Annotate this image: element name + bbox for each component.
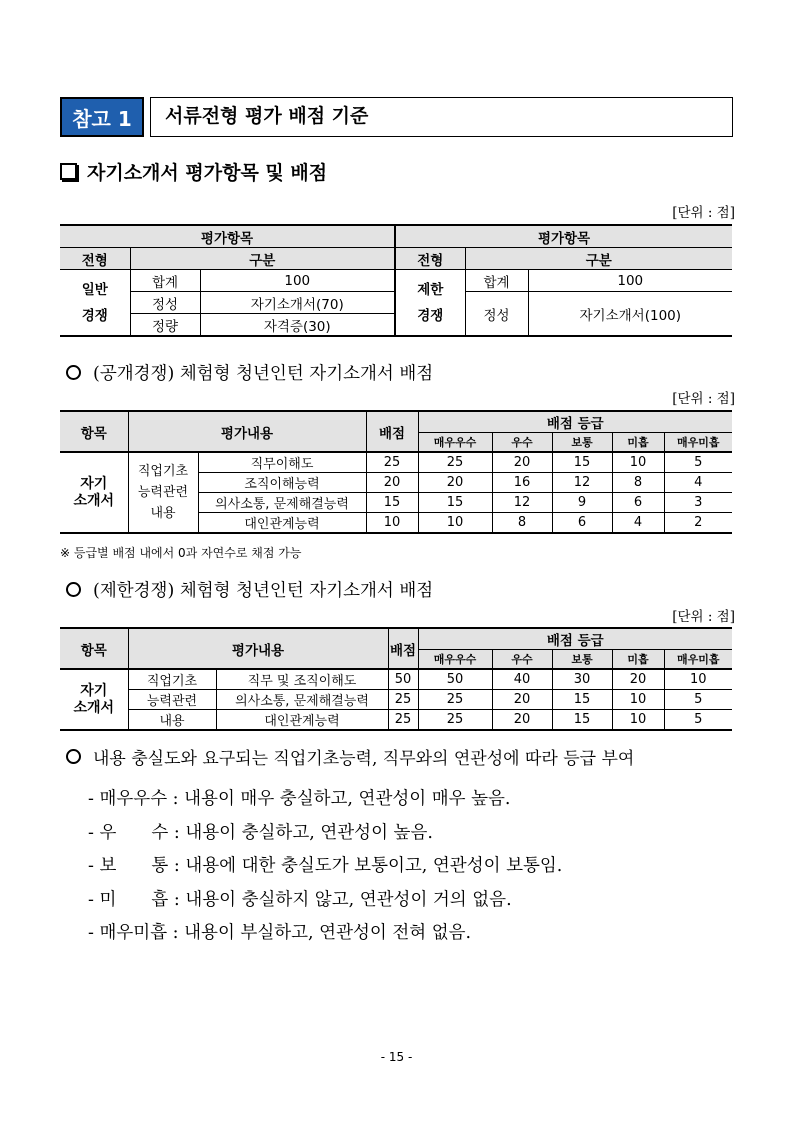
grade-desc: 내용에 대한 충실도가 보통이고, 연관성이 보통임. [185, 856, 563, 876]
page-number: - 15 - [380, 1050, 413, 1064]
type-line: 경쟁 [81, 307, 108, 324]
grade-cell: 2 [664, 513, 732, 534]
grade-desc: 내용이 부실하고, 연관성이 전혀 없음. [184, 923, 472, 943]
grade-cell: 25 [418, 690, 492, 710]
list-item: - 우 수 : 내용이 충실하고, 연관성이 높음. [88, 822, 433, 843]
scoring-note: ※ 등급별 배점 내에서 0과 자연수로 채점 가능 [60, 546, 302, 560]
table1-right-label: 합계 [465, 270, 528, 292]
table-row-content: 직무 및 조직이해도 [216, 669, 388, 690]
item-line: 자기 [80, 682, 108, 699]
grade-label: 매우우수 [99, 789, 168, 809]
grading-intro-text: 내용 충실도와 요구되는 직업기초능력, 직무와의 연관성에 따라 등급 부여 [93, 749, 635, 769]
grade-cell: 15 [552, 452, 612, 473]
grade-cell: 10 [612, 690, 664, 710]
grade-excellent-header: 매우우수 [418, 650, 492, 670]
content-group-line: 내용 [128, 710, 216, 731]
list-item: - 미 흡 : 내용이 충실하지 않고, 연관성이 거의 없음. [88, 889, 512, 910]
grade-cell: 20 [492, 690, 552, 710]
col-score: 배점 [388, 628, 418, 669]
grade-cell: 10 [418, 513, 492, 534]
grade-cell: 8 [492, 513, 552, 534]
grade-cell: 6 [552, 513, 612, 534]
grade-cell: 9 [552, 493, 612, 513]
grade-label: 우 수 [99, 822, 169, 843]
table-row-content: 직무이해도 [198, 452, 366, 473]
grade-good-header: 우수 [492, 433, 552, 453]
col-item: 항목 [60, 628, 128, 669]
table1-left-value: 100 [200, 270, 395, 292]
table1-type-restricted [395, 270, 465, 337]
col-item: 항목 [60, 411, 128, 452]
table-row-score: 25 [388, 690, 418, 710]
grade-cell: 20 [418, 473, 492, 493]
table1-left-value: 자기소개서(70) [200, 292, 395, 314]
grade-poor-header: 미흡 [612, 650, 664, 670]
table1-col-category-left: 구분 [130, 248, 395, 270]
col-grade: 배점 등급 [418, 628, 732, 650]
circle-bullet-icon [66, 749, 81, 764]
grading-list [88, 783, 562, 951]
grade-label: 미 흡 [99, 889, 169, 910]
list-item: - 보 통 : 내용에 대한 충실도가 보통이고, 연관성이 보통임. [88, 856, 563, 876]
grade-cell: 50 [418, 669, 492, 690]
unit-label: [단위 : 점] [672, 391, 735, 407]
grade-cell: 6 [612, 493, 664, 513]
grade-cell: 15 [418, 493, 492, 513]
unit-label: [단위 : 점] [672, 205, 735, 221]
group-line: 내용 [150, 506, 176, 521]
col-score: 배점 [366, 411, 418, 452]
table-row-score: 15 [366, 493, 418, 513]
item-self-intro [60, 669, 128, 730]
page-title: 서류전형 평가 배점 기준 [150, 97, 733, 137]
grade-cell: 5 [664, 710, 732, 731]
grade-cell: 4 [612, 513, 664, 534]
table-row-score: 50 [388, 669, 418, 690]
unit-label: [단위 : 점] [672, 609, 735, 625]
subheading-text: (제한경쟁) 체험형 청년인턴 자기소개서 배점 [93, 581, 434, 601]
type-line: 제한 [417, 281, 444, 298]
grade-cell: 10 [664, 669, 732, 690]
table-row-score: 25 [388, 710, 418, 731]
grade-cell: 3 [664, 493, 732, 513]
grade-cell: 4 [664, 473, 732, 493]
table1-left-label: 정량 [130, 314, 200, 337]
open-competition-score-table [60, 410, 732, 534]
table1-left-value: 자격증(30) [200, 314, 395, 337]
restricted-competition-score-table [60, 627, 732, 731]
subheading-restricted-competition [66, 577, 433, 602]
grade-cell: 12 [492, 493, 552, 513]
list-item: - 매우미흡 : 내용이 부실하고, 연관성이 전혀 없음. [88, 923, 472, 943]
grade-cell: 20 [492, 452, 552, 473]
grade-cell: 8 [612, 473, 664, 493]
table-row-content: 대인관계능력 [198, 513, 366, 534]
table1-col-type-left: 전형 [60, 248, 130, 270]
table1-right-value: 자기소개서(100) [528, 292, 732, 337]
circle-bullet-icon [66, 582, 81, 597]
group-line: 직업기초 [137, 464, 189, 479]
table1-col-category-right: 구분 [465, 248, 732, 270]
square-bullet-icon [60, 163, 77, 180]
item-self-intro [60, 452, 128, 533]
grade-cell: 15 [552, 690, 612, 710]
type-line: 일반 [81, 281, 108, 298]
grade-poor-header: 미흡 [612, 433, 664, 453]
table-row-content: 조직이해능력 [198, 473, 366, 493]
grade-cell: 5 [664, 690, 732, 710]
col-content: 평가내용 [128, 411, 366, 452]
grade-cell: 20 [492, 710, 552, 731]
grade-cell: 5 [664, 452, 732, 473]
grade-cell: 20 [612, 669, 664, 690]
grade-very-poor-header: 매우미흡 [664, 650, 732, 670]
table1-group-header-right: 평가항목 [395, 225, 732, 248]
grade-cell: 25 [418, 710, 492, 731]
list-item: - 매우우수 : 내용이 매우 충실하고, 연관성이 매우 높음. [88, 789, 511, 809]
grade-label: 보 통 [99, 856, 169, 876]
table-row-score: 10 [366, 513, 418, 534]
grade-desc: 내용이 충실하지 않고, 연관성이 거의 없음. [185, 889, 512, 910]
grade-cell: 30 [552, 669, 612, 690]
content-group [128, 452, 198, 533]
type-line: 경쟁 [417, 307, 444, 324]
table-row-content: 의사소통, 문제해결능력 [216, 690, 388, 710]
grade-cell: 16 [492, 473, 552, 493]
table-row-content: 의사소통, 문제해결능력 [198, 493, 366, 513]
grading-intro [66, 744, 634, 769]
group-line: 능력관련 [137, 485, 189, 500]
table-row-score: 25 [366, 452, 418, 473]
grade-very-poor-header: 매우미흡 [664, 433, 732, 453]
table1-left-label: 정성 [130, 292, 200, 314]
grade-average-header: 보통 [552, 433, 612, 453]
grade-cell: 10 [612, 710, 664, 731]
section-heading [60, 158, 327, 185]
document-title-bar [60, 97, 733, 137]
table1-left-label: 합계 [130, 270, 200, 292]
subheading-open-competition [66, 360, 433, 385]
content-group-line: 능력관련 [128, 690, 216, 710]
grade-good-header: 우수 [492, 650, 552, 670]
content-group-line: 직업기초 [128, 669, 216, 690]
grade-cell: 40 [492, 669, 552, 690]
item-line: 소개서 [73, 699, 115, 716]
grade-cell: 25 [418, 452, 492, 473]
grade-cell: 10 [612, 452, 664, 473]
grade-desc: 내용이 충실하고, 연관성이 높음. [185, 822, 433, 843]
table1-col-type-right: 전형 [395, 248, 465, 270]
grade-average-header: 보통 [552, 650, 612, 670]
table-row-content: 대인관계능력 [216, 710, 388, 731]
table1-type-general [60, 270, 130, 337]
grade-desc: 내용이 매우 충실하고, 연관성이 매우 높음. [184, 789, 511, 809]
table1-group-header-left: 평가항목 [60, 225, 395, 248]
grade-cell: 12 [552, 473, 612, 493]
table1-right-value: 100 [528, 270, 732, 292]
col-content: 평가내용 [128, 628, 388, 669]
grade-excellent-header: 매우우수 [418, 433, 492, 453]
item-line: 소개서 [73, 492, 115, 509]
table-row-score: 20 [366, 473, 418, 493]
section-heading-text: 자기소개서 평가항목 및 배점 [87, 162, 328, 184]
reference-badge: 참고 1 [60, 97, 144, 137]
grade-label: 매우미흡 [99, 923, 168, 943]
grade-cell: 15 [552, 710, 612, 731]
circle-bullet-icon [66, 365, 81, 380]
subheading-text: (공개경쟁) 체험형 청년인턴 자기소개서 배점 [93, 364, 434, 384]
col-grade: 배점 등급 [418, 411, 732, 433]
evaluation-items-table [60, 224, 732, 337]
item-line: 자기 [80, 475, 108, 492]
table1-right-label: 정성 [465, 292, 528, 337]
